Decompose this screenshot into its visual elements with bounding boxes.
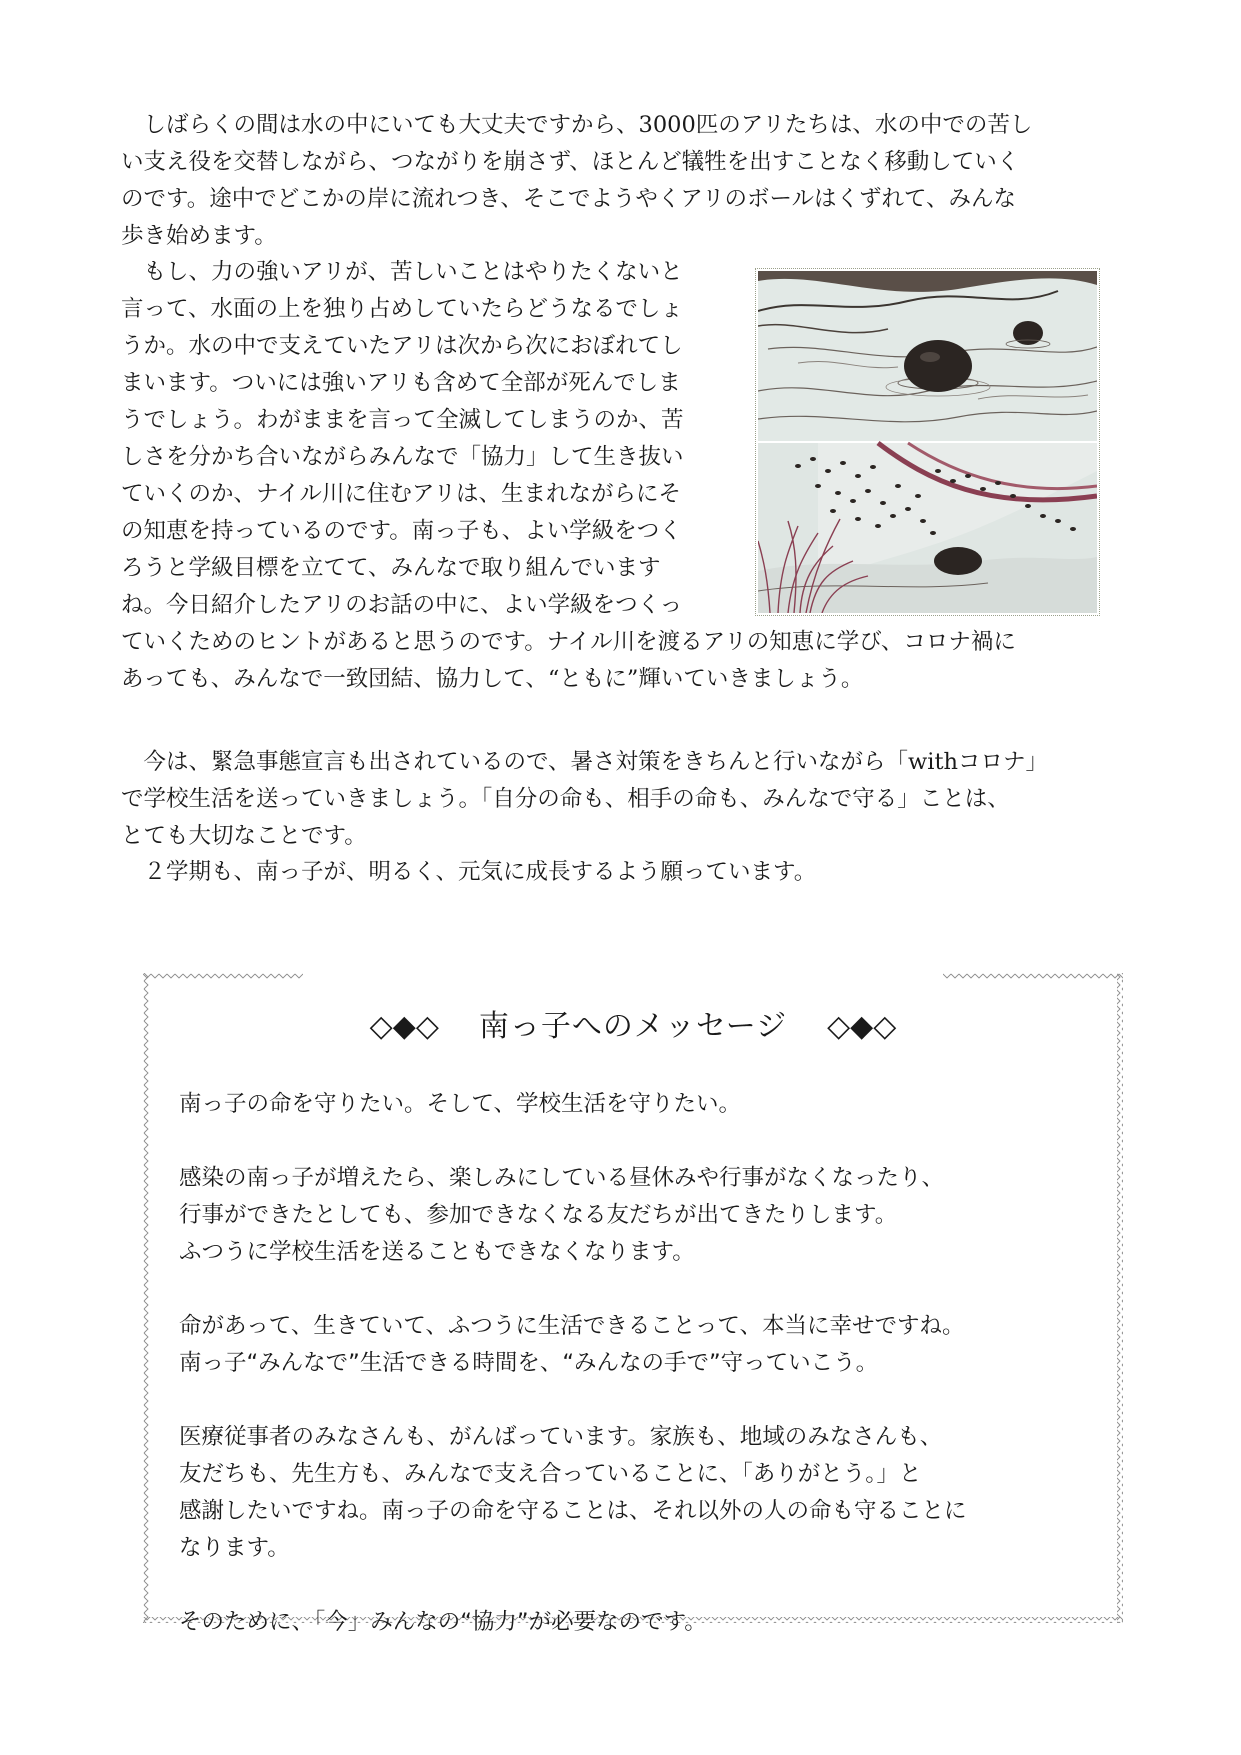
diamond-deco-left: ◇◆◇ xyxy=(369,1009,439,1044)
text-line: 言って、水面の上を独り占めしていたらどうなるでしょ xyxy=(121,296,683,322)
text-line: もし、力の強いアリが、苦しいことはやりたくないと xyxy=(121,259,683,285)
text-line: ていくのか、ナイル川に住むアリは、生まれながらにそ xyxy=(121,481,682,507)
diamond-deco-right: ◇◆◇ xyxy=(827,1009,897,1044)
message-line: 感謝したいですね。南っ子の命を守ることは、それ以外の人の命も守ることに xyxy=(179,1498,967,1524)
text-line: 今は、緊急事態宣言も出されているので、暑さ対策をきちんと行いながら「withコロナ」 xyxy=(121,749,1049,775)
text-line: のです。途中でどこかの岸に流れつき、そこでようやくアリのボールはくずれて、みんな xyxy=(121,186,1017,212)
ant-raft-illustration xyxy=(755,268,1100,616)
text-line: あっても、みんなで一致団結、協力して、“ともに”輝いていきましょう。 xyxy=(121,666,864,692)
text-line: しばらくの間は水の中にいても大丈夫ですから、3000匹のアリたちは、水の中での苦し xyxy=(121,112,1033,138)
message-box xyxy=(143,973,1123,1635)
message-body xyxy=(179,1086,1079,1641)
message-line: 友だちも、先生方も、みんなで支え合っていることに、「ありがとう。」と xyxy=(179,1461,922,1487)
text-line: ね。今日紹介したアリのお話の中に、よい学級をつくっ xyxy=(121,592,683,618)
message-line: ふつうに学校生活を送ることもできなくなります。 xyxy=(179,1239,695,1265)
ant-raft-icon xyxy=(758,271,1097,613)
message-line: そのために、「今」みんなの“協力”が必要なのです。 xyxy=(179,1609,707,1635)
text-line: ろうと学級目標を立てて、みんなで取り組んでいます xyxy=(121,555,661,581)
text-line: 歩き始めます。 xyxy=(121,223,277,249)
text-line: まいます。ついには強いアリも含めて全部が死んでしま xyxy=(121,370,681,396)
message-line: 南っ子の命を守りたい。そして、学校生活を守りたい。 xyxy=(179,1091,742,1117)
message-line: なります。 xyxy=(179,1535,290,1561)
text-line: ていくためのヒントがあると思うのです。ナイル川を渡るアリの知恵に学び、コロナ禍に xyxy=(121,629,1016,655)
text-line: い支え役を交替しながら、つながりを崩さず、ほとんど犠牲を出すことなく移動していく xyxy=(121,149,1020,175)
text-line: で学校生活を送っていきましょう。「自分の命も、相手の命も、みんなで守る」ことは、 xyxy=(121,786,1010,812)
message-title xyxy=(143,1001,1123,1045)
message-line: 医療従事者のみなさんも、がんばっています。家族も、地域のみなさんも、 xyxy=(179,1424,943,1450)
text-line: の知恵を持っているのです。南っ子も、よい学級をつく xyxy=(121,518,682,544)
text-line: ２学期も、南っ子が、明るく、元気に成長するよう願っています。 xyxy=(121,859,817,885)
text-line: うでしょう。わがままを言って全滅してしまうのか、苦 xyxy=(121,407,684,433)
text-line: とても大切なことです。 xyxy=(121,823,367,849)
paragraph-4 xyxy=(121,854,1121,891)
message-line: 行事ができたとしても、参加できなくなる友だちが出てきたりします。 xyxy=(179,1202,898,1228)
text-line: うか。水の中で支えていたアリは次から次におぼれてし xyxy=(121,333,683,359)
message-line: 感染の南っ子が増えたら、楽しみにしている昼休みや行事がなくなったり、 xyxy=(179,1165,945,1191)
text-line: しさを分かち合いながらみんなで「協力」して生き抜い xyxy=(121,444,684,470)
message-line: 命があって、生きていて、ふつうに生活できることって、本当に幸せですね。 xyxy=(179,1313,965,1339)
paragraph-1 xyxy=(121,107,1121,255)
message-title-text: 南っ子へのメッセージ xyxy=(478,1009,788,1044)
message-line: 南っ子“みんなで”生活できる時間を、“みんなの手で”守っていこう。 xyxy=(179,1350,879,1376)
paragraph-3 xyxy=(121,744,1121,855)
